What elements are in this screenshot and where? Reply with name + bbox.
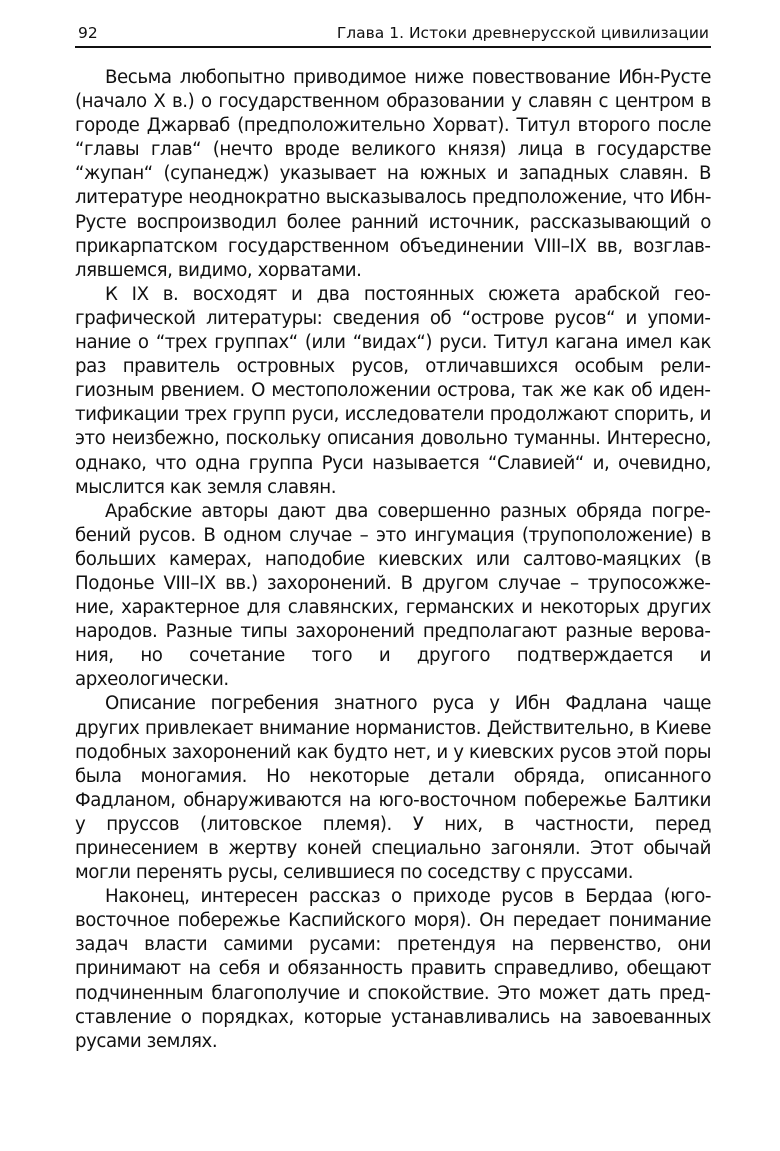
paragraph-berdaa: Наконец, интересен рассказ о приходе русов в Бердаа (юго-восточное побережье Каспийского моря). Он передает понимание задач власти самими русами: претендуя на первенство, они принимают на себя и обязанность править справедливо, обещают подчиненным благополучие и спокойствие. Это может дать представление о порядках, которые устанавливались на завоеванных русами землях. <box>75 886 711 1052</box>
body-text <box>75 66 711 1054</box>
page-number: 92 <box>78 24 98 42</box>
paragraph-island-of-rus: К IX в. восходят и два постоянных сюжета арабской географической литературы: сведения об “острове русов“ и упоминание о “трех группах“ (или “видах“) руси. Титул кагана имел как раз правитель островных русов, отличавшихся особым религиозным рвением. О местоположении острова, так же как об идентификации трех групп руси, исследователи продолжают спорить, и это неизбежно, поскольку описания довольно туманны. Интересно, однако, что одна группа Руси называется “Славией“ и, очевидно, мыслится как земля славян. <box>75 283 711 498</box>
chapter-title: Глава 1. Истоки древнерусской цивилизации <box>336 24 709 42</box>
paragraph-ibn-ruste: Весьма любопытно приводимое ниже повествование Ибн-Русте (начало X в.) о государственном образовании у славян с центром в городе Джарваб (предположительно Хорват). Титул второго после “главы глав“ (нечто вроде великого князя) лица в государстве “жупан“ (супанедж) указывает на южных и западных славян. В литературе неоднократно высказывалось предположение, что Ибн-Русте воспроизводил более ранний источник, рассказывающий о прикарпатском государственном объединении VIII–IX вв, возглавлявшемся, видимо, хорватами. <box>75 67 711 281</box>
running-header <box>75 20 711 48</box>
paragraph-burial-rites: Арабские авторы дают два совершенно разных обряда погребений русов. В одном случае – это ингумация (трупоположение) в больших камерах, наподобие киевских или салтово-маяцких (в Подонье VIII–IX вв.) захоронений. В другом случае – трупосожжение, характерное для славянских, германских и некоторых других народов. Разные типы захоронений предполагают разные верования, но сочетание того и другого подтверждается и археологически. <box>75 500 711 691</box>
paragraph-ibn-fadlan: Описание погребения знатного руса у Ибн Фадлана чаще других привлекает внимание норманистов. Действительно, в Киеве подобных захоронений как будто нет, и у киевских русов этой поры была моногамия. Но некоторые детали обряда, описанного Фадланом, обнаруживаются на юго-восточном побережье Балтики у пруссов (литовское племя). У них, в частности, перед принесением в жертву коней специально загоняли. Этот обычай могли перенять русы, селившиеся по соседству с пруссами. <box>75 693 711 884</box>
